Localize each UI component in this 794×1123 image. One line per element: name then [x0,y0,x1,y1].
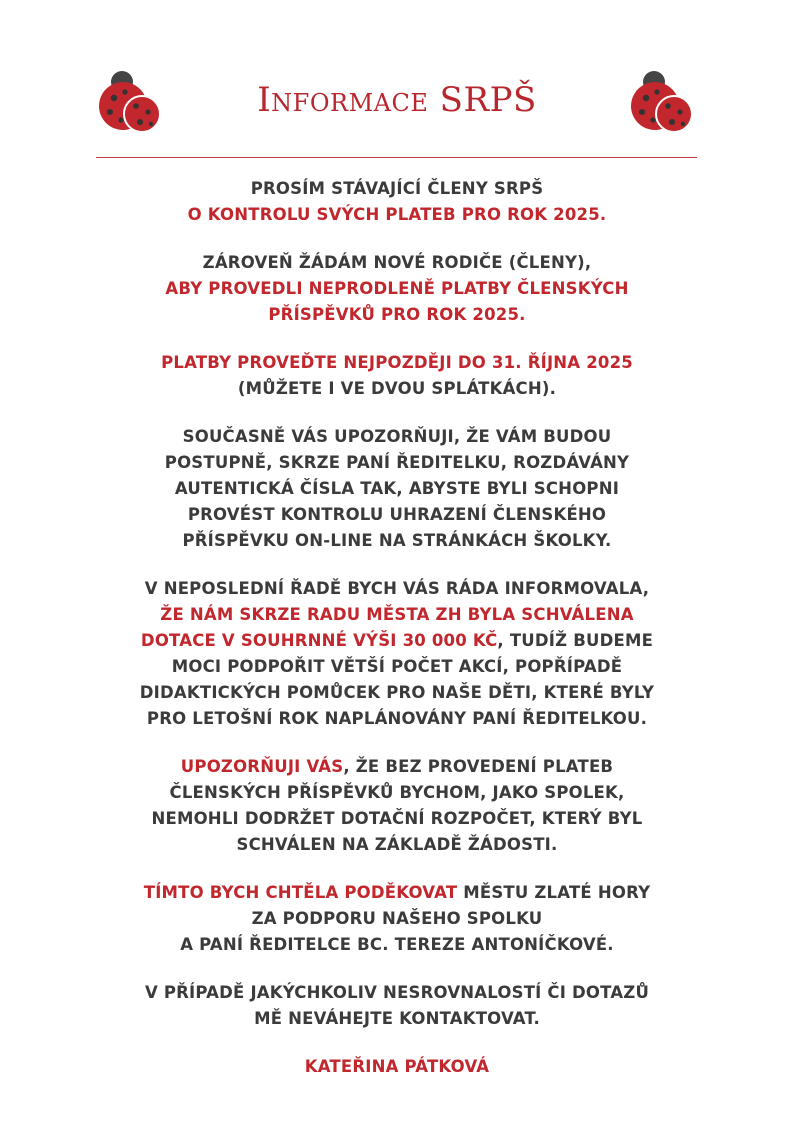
paragraph-auth-numbers [60,424,734,554]
highlight-text: DOTACE V SOUHRNNÉ VÝŠI 30 000 KČ [140,631,498,650]
highlight-line: ŽE NÁM SKRZE RADU MĚSTA ZH BYLA SCHVÁLENA [160,605,634,624]
paragraph-thanks [60,880,734,958]
paragraph-deadline [60,350,734,402]
text-line: MĚ NEVÁHEJTE KONTAKTOVAT. [254,1009,540,1028]
highlight-line: ABY PROVEDLI NEPRODLENĚ PLATBY ČLENSKÝCH [165,279,629,298]
highlight-text: TÍMTO BYCH CHTĚLA PODĚKOVAT [143,883,458,902]
highlight-line: PŘÍSPĚVKŮ PRO ROK 2025. [268,305,526,324]
text-line: NEMOHLI DODRŽET DOTAČNÍ ROZPOČET, KTERÝ BYL [151,809,643,828]
text-line: PROVÉST KONTROLU UHRAZENÍ ČLENSKÉHO [187,505,607,524]
text-line: (MŮŽETE I VE DVOU SPLÁTKÁCH). [237,379,557,398]
text-line: V NEPOSLEDNÍ ŘADĚ BYCH VÁS RÁDA INFORMOVALA, [144,579,650,598]
signature-name: KATEŘINA PÁTKOVÁ [304,1057,490,1076]
paragraph-membership-check [60,176,734,228]
signature [60,1054,734,1080]
text-line: ČLENSKÝCH PŘÍSPĚVKŮ BYCHOM, JAKO SPOLEK, [169,783,625,802]
highlight-line: PLATBY PROVEĎTE NEJPOZDĚJI DO 31. ŘÍJNA 2025 [161,353,633,372]
text-line: POSTUPNĚ, SKRZE PANÍ ŘEDITELKU, ROZDÁVÁNY [164,453,630,472]
header [0,0,794,160]
paragraph-contact [60,980,734,1032]
text-fragment: , ŽE BEZ PROVEDENÍ PLATEB [343,757,614,776]
paragraph-warning [60,754,734,858]
paragraph-subsidy [60,576,734,732]
page-title: Informace SRPŠ [257,80,537,120]
highlight-text: UPOZORŇUJI VÁS [180,757,344,776]
text-line [60,880,734,906]
highlight-line: O KONTROLU SVÝCH PLATEB PRO ROK 2025. [187,205,607,224]
text-line: V PŘÍPADĚ JAKÝCHKOLIV NESROVNALOSTÍ ČI DOTAZŮ [144,983,650,1002]
text-line [60,628,734,654]
text-line: SOUČASNĚ VÁS UPOZORŇUJI, ŽE VÁM BUDOU [182,427,612,446]
text-line: ZÁROVEŇ ŽÁDÁM NOVÉ RODIČE (ČLENY), [202,253,592,272]
text-line: PRO LETOŠNÍ ROK NAPLÁNOVÁNY PANÍ ŘEDITELKOU. [146,709,648,728]
text-line: SCHVÁLEN NA ZÁKLADĚ ŽÁDOSTI. [236,835,558,854]
header-divider [96,157,697,158]
text-line: PŘÍSPĚVKU ON-LINE NA STRÁNKÁCH ŠKOLKY. [182,531,612,550]
paragraph-new-parents [60,250,734,328]
text-line [60,754,734,780]
notice-body [60,176,734,1102]
text-line: A PANÍ ŘEDITELCE BC. TEREZE ANTONÍČKOVÉ. [180,935,614,954]
text-line: AUTENTICKÁ ČÍSLA TAK, ABYSTE BYLI SCHOPNI [174,479,620,498]
text-line: ZA PODPORU NAŠEHO SPOLKU [251,909,543,928]
text-line: DIDAKTICKÝCH POMŮCEK PRO NAŠE DĚTI, KTERÉ BYLY [139,683,655,702]
text-line: PROSÍM STÁVAJÍCÍ ČLENY SRPŠ [250,179,544,198]
ladybug-icon [628,68,698,138]
text-line: MOCI PODPOŘIT VĚTŠÍ POČET AKCÍ, POPŘÍPADĚ [171,657,623,676]
text-fragment: , TUDÍŽ BUDEME [497,631,654,650]
text-fragment: MĚSTU ZLATÉ HORY [457,883,651,902]
